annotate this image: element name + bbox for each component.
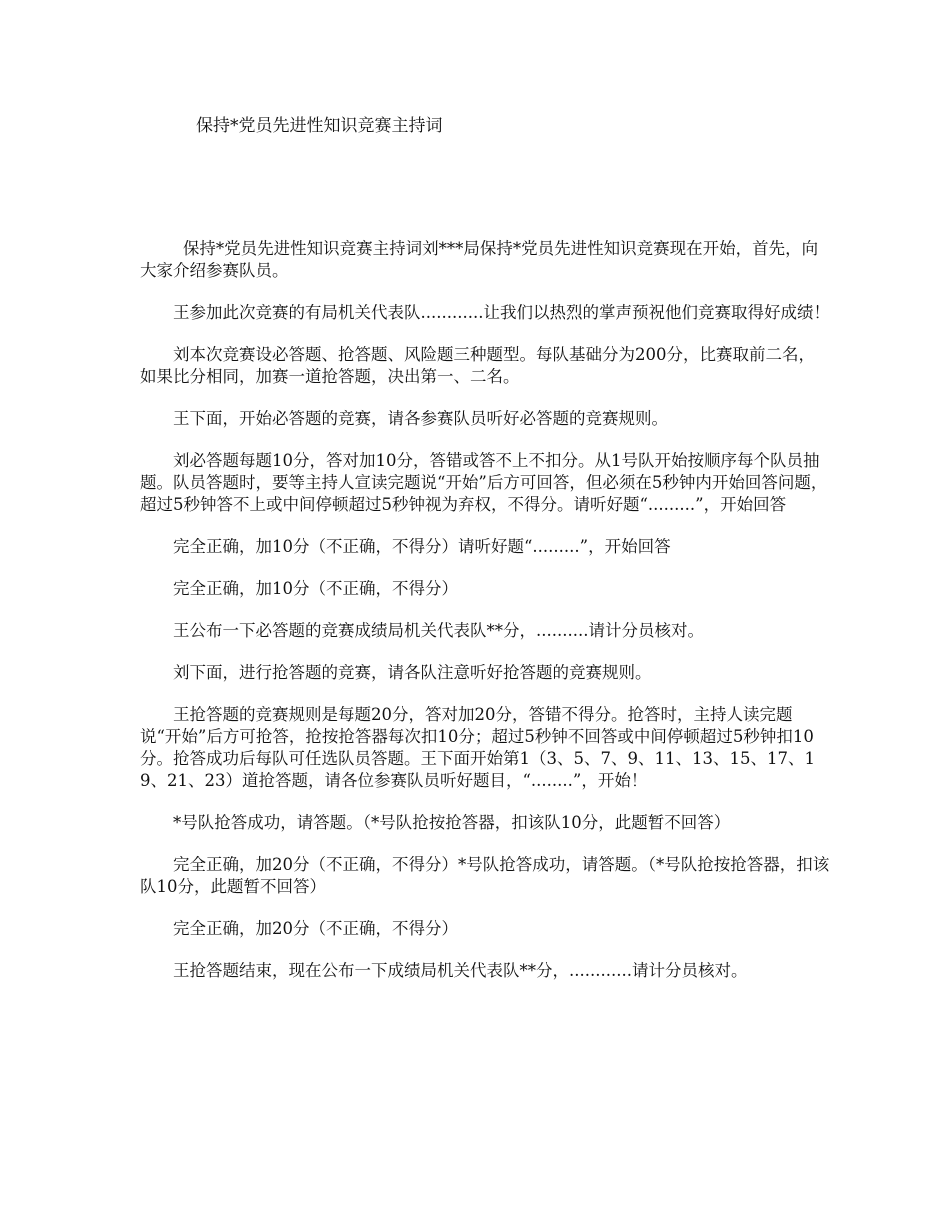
- paragraph-13: 完全正确，加20分（不正确，不得分）: [173, 919, 458, 938]
- paragraph-4: 王下面，开始必答题的竞赛，请各参赛队员听好必答题的竞赛规则。: [173, 409, 668, 428]
- paragraph-6: 完全正确，加10分（不正确，不得分）请听好题“.........”，开始回答: [173, 537, 671, 556]
- paragraph-12: 完全正确，加20分（不正确，不得分）*号队抢答成功，请答题。（*号队抢按抢答器，扣该队10分，此题暂不回答）: [140, 855, 830, 896]
- paragraph-5: 刘必答题每题10分，答对加10分，答错或答不上不扣分。从1号队开始按顺序每个队员抽题。队员答题时，要等主持人宣读完题说“开始”后方可回答，但必须在5秒钟内开始回答问题，超过5秒钟答不上或中间停顿超过5秒钟视为弃权，不得分。请听好题“.........”，开始回答: [140, 451, 828, 514]
- document-title: 保持*党员先进性知识竞赛主持词: [196, 116, 443, 136]
- document-body: [140, 238, 830, 1002]
- paragraph-10: 王抢答题的竞赛规则是每题20分，答对加20分，答错不得分。抢答时，主持人读完题说“开始”后方可抢答，抢按抢答器每次扣10分；超过5秒钟不回答或中间停顿超过5秒钟扣10分。抢答成功后每队可任选队员答题。王下面开始第1（3、5、7、9、11、13、15、17、19、21、23）道抢答题，请各位参赛队员听好题目，“........”，开始！: [140, 705, 815, 790]
- paragraph-3: 刘本次竞赛设必答题、抢答题、风险题三种题型。每队基础分为200分，比赛取前二名，如果比分相同，加赛一道抢答题，决出第一、二名。: [140, 345, 815, 386]
- paragraph-8: 王公布一下必答题的竞赛成绩局机关代表队**分，..........请计分员核对。: [173, 621, 704, 640]
- paragraph-1: 保持*党员先进性知识竞赛主持词刘***局保持*党员先进性知识竞赛现在开始，首先，向大家介绍参赛队员。: [140, 239, 819, 280]
- paragraph-2: 王参加此次竞赛的有局机关代表队............让我们以热烈的掌声预祝他们竞赛取得好成绩！: [173, 303, 830, 322]
- paragraph-7: 完全正确，加10分（不正确，不得分）: [173, 579, 458, 598]
- paragraph-11: *号队抢答成功，请答题。（*号队抢按抢答器，扣该队10分，此题暂不回答）: [173, 813, 731, 832]
- paragraph-9: 刘下面，进行抢答题的竞赛，请各队注意听好抢答题的竞赛规则。: [173, 663, 652, 682]
- paragraph-14: 王抢答题结束，现在公布一下成绩局机关代表队**分，............请计分员核对。: [173, 961, 748, 980]
